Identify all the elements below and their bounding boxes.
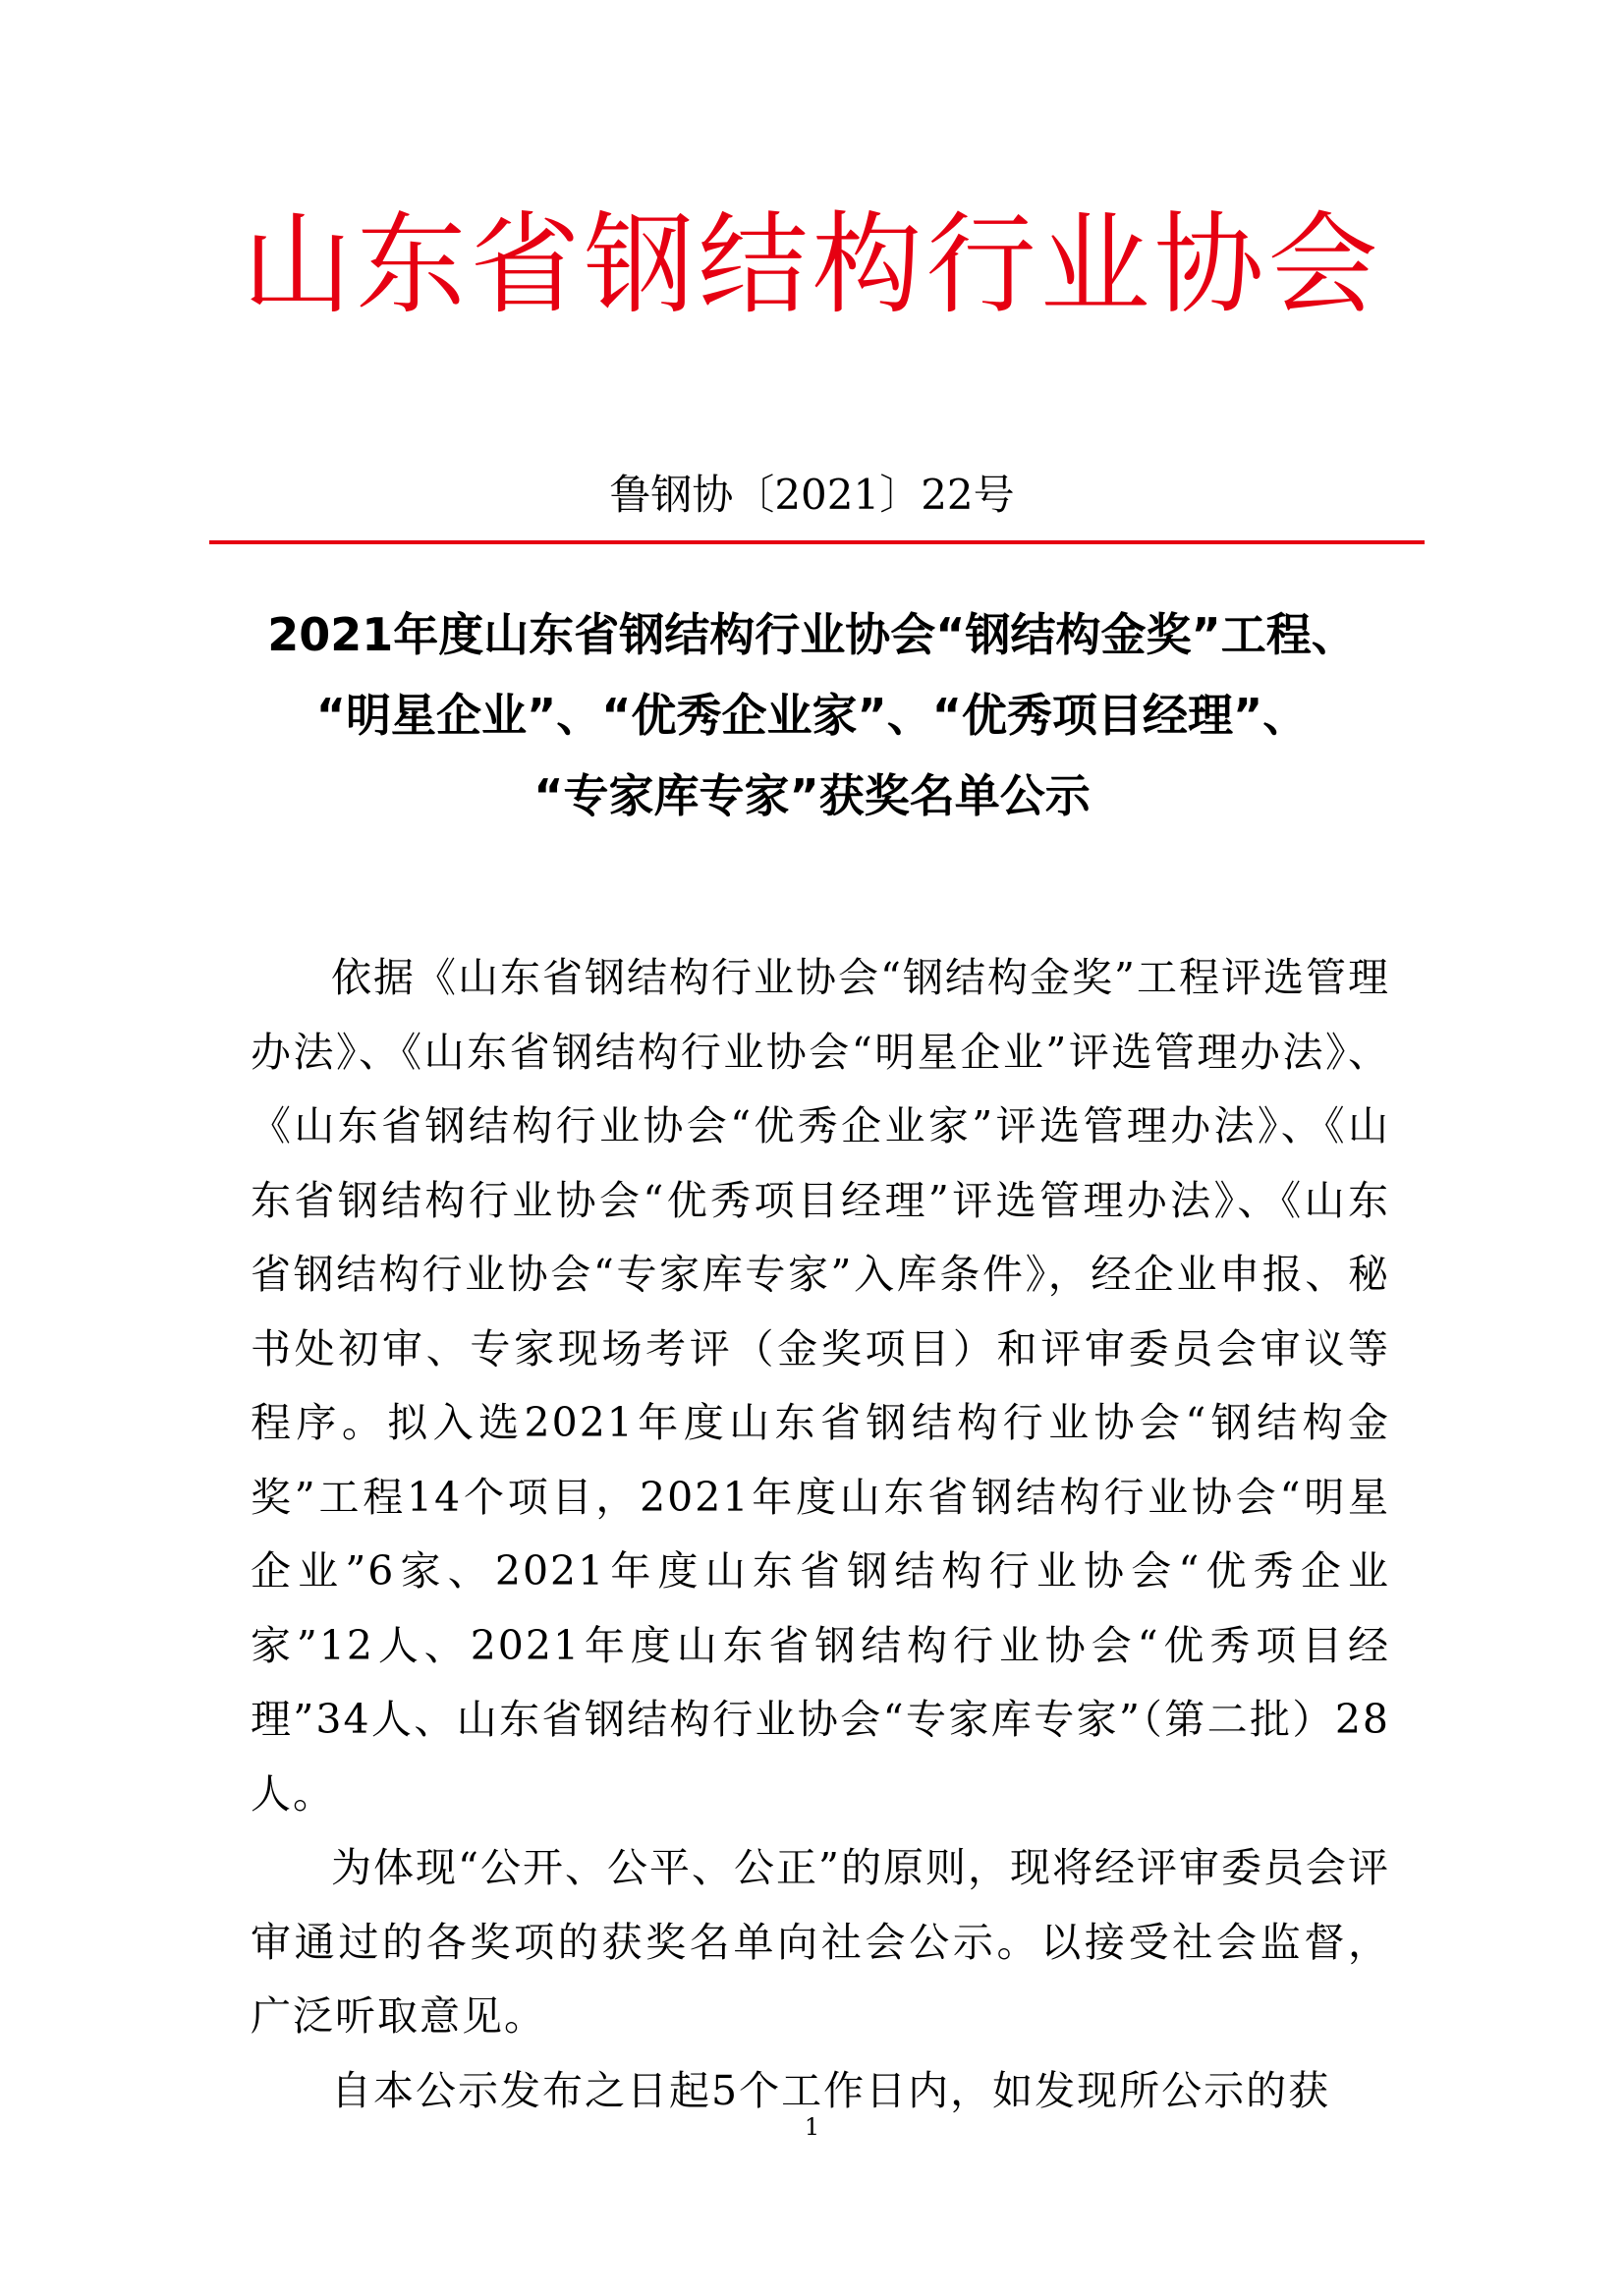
title-line-1: 2021年度山东省钢结构行业协会“钢结构金奖”工程、 xyxy=(267,608,1357,661)
page-number: 1 xyxy=(804,2113,820,2141)
title-line-3: “专家库专家”获奖名单公示 xyxy=(533,769,1091,822)
document-title xyxy=(177,594,1447,836)
body-paragraph-1: 依据《山东省钢结构行业协会“钢结构金奖”工程评选管理办法》、《山东省钢结构行业协会“明星企业”评选管理办法》、《山东省钢结构行业协会“优秀企业家”评选管理办法》、《山东省钢结构行业协会“优秀项目经理”评选管理办法》、《山东省钢结构行业协会“专家库专家”入库条件》，经企业申报、秘书处初审、专家现场考评（金奖项目）和评审委员会审议等程序。拟入选2021年度山东省钢结构行业协会“钢结构金奖”工程14个项目，2021年度山东省钢结构行业协会“明星企业”6家、2021年度山东省钢结构行业协会“优秀企业家”12人、2021年度山东省钢结构行业协会“优秀项目经理”34人、山东省钢结构行业协会“专家库专家”（第二批）28人。 xyxy=(251,954,1390,1818)
masthead-org-name: 山东省钢结构行业协会 xyxy=(242,201,1382,329)
document-body xyxy=(251,941,1390,2128)
title-line-2: “明星企业”、“优秀企业家”、“优秀项目经理”、 xyxy=(315,689,1309,742)
red-divider-line xyxy=(209,540,1425,544)
document-number: 鲁钢协〔2021〕22号 xyxy=(609,471,1015,519)
body-paragraph-2: 为体现“公开、公平、公正”的原则，现将经评审委员会评审通过的各奖项的获奖名单向社会公示。以接受社会监督，广泛听取意见。 xyxy=(251,1844,1390,2040)
body-paragraph-3: 自本公示发布之日起5个工作日内，如发现所公示的获 xyxy=(331,2066,1331,2114)
